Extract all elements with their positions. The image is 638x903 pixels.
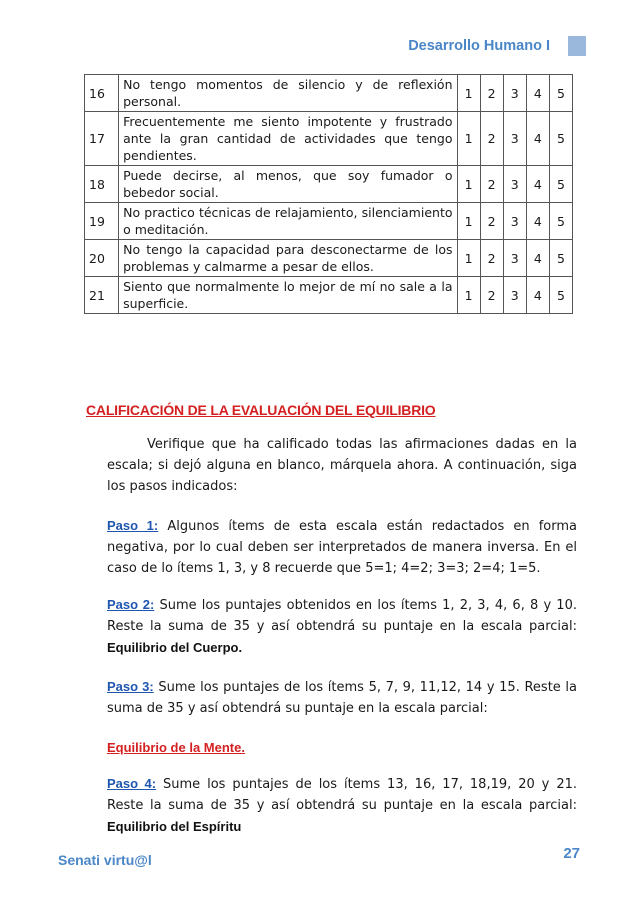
item-number: 21 [85,277,119,314]
step-4-term: Equilibrio del Espíritu [107,819,242,834]
items-table [84,74,573,314]
scale-option: 1 [457,75,480,112]
scale-option: 1 [457,277,480,314]
scale-option: 2 [480,75,503,112]
step-2-text: Sume los puntajes obtenidos en los ítems 1, 2, 3, 4, 6, 8 y 10. Reste la suma de 35 y así obtendrá su puntaje en la escala parcial: [107,598,577,634]
scale-option: 2 [480,203,503,240]
step-2-label: Paso 2: [107,597,155,612]
scale-option: 3 [503,112,526,166]
step-3-paragraph [107,676,577,719]
table-row [85,112,573,166]
item-number: 16 [85,75,119,112]
scale-option: 1 [457,166,480,203]
footer-brand: Senati virtu@l [58,852,152,868]
scale-option: 1 [457,112,480,166]
step-2-term: Equilibrio del Cuerpo. [107,640,243,655]
item-number: 18 [85,166,119,203]
header-decoration-square [568,36,586,56]
step-3-term-line [107,737,577,759]
scale-option: 4 [526,112,549,166]
scale-option: 3 [503,240,526,277]
step-3-term: Equilibrio de la Mente. [107,740,245,755]
scale-option: 2 [480,112,503,166]
section-title: CALIFICACIÓN DE LA EVALUACIÓN DEL EQUILIBRIO [86,402,436,418]
scale-option: 5 [549,75,572,112]
step-3-label: Paso 3: [107,679,154,694]
scale-option: 5 [549,203,572,240]
scale-option: 3 [503,166,526,203]
step-1-label: Paso 1: [107,518,159,533]
scale-option: 3 [503,277,526,314]
header-title: Desarrollo Humano I [408,38,550,54]
table-row [85,240,573,277]
scale-option: 5 [549,166,572,203]
table-row [85,277,573,314]
item-statement: No practico técnicas de relajamiento, silenciamiento o meditación. [119,203,457,240]
item-statement: Frecuentemente me siento impotente y frustrado ante la gran cantidad de actividades que tengo pendientes. [119,112,457,166]
scale-option: 4 [526,166,549,203]
item-number: 19 [85,203,119,240]
step-4-label: Paso 4: [107,776,157,791]
step-1-paragraph [107,515,577,579]
step-1-text: Algunos ítems de esta escala están redactados en forma negativa, por lo cual deben ser interpretados de manera inversa. En el caso de lo ítems 1, 3, y 8 recuerde que 5=1; 4=2; 3=3; 2=4; 1=5. [107,519,577,576]
item-number: 20 [85,240,119,277]
scale-option: 5 [549,112,572,166]
scale-option: 2 [480,277,503,314]
step-3-text: Sume los puntajes de los ítems 5, 7, 9, 11,12, 14 y 15. Reste la suma de 35 y así obtendrá su puntaje en la escala parcial: [107,680,577,716]
item-statement: No tengo la capacidad para desconectarme de los problemas y calmarme a pesar de ellos. [119,240,457,277]
scale-option: 1 [457,203,480,240]
page-number: 27 [563,845,580,862]
step-2-paragraph [107,594,577,659]
step-4-paragraph [107,773,577,838]
scale-option: 5 [549,240,572,277]
table-row [85,75,573,112]
scale-option: 4 [526,240,549,277]
scale-option: 4 [526,277,549,314]
scale-option: 2 [480,166,503,203]
scale-option: 2 [480,240,503,277]
intro-paragraph: Verifique que ha calificado todas las afirmaciones dadas en la escala; si dejó alguna en blanco, márquela ahora. A continuación, siga los pasos indicados: [107,437,577,494]
scale-option: 3 [503,75,526,112]
item-statement: Puede decirse, al menos, que soy fumador o bebedor social. [119,166,457,203]
item-statement: Siento que normalmente lo mejor de mí no sale a la superficie. [119,277,457,314]
scale-option: 4 [526,203,549,240]
scale-option: 1 [457,240,480,277]
item-statement: No tengo momentos de silencio y de reflexión personal. [119,75,457,112]
table-row [85,203,573,240]
table-row [85,166,573,203]
scale-option: 5 [549,277,572,314]
scale-option: 3 [503,203,526,240]
item-number: 17 [85,112,119,166]
step-4-text: Sume los puntajes de los ítems 13, 16, 17, 18,19, 20 y 21. Reste la suma de 35 y así obtendrá su puntaje en la escala parcial: [107,777,577,813]
scale-option: 4 [526,75,549,112]
